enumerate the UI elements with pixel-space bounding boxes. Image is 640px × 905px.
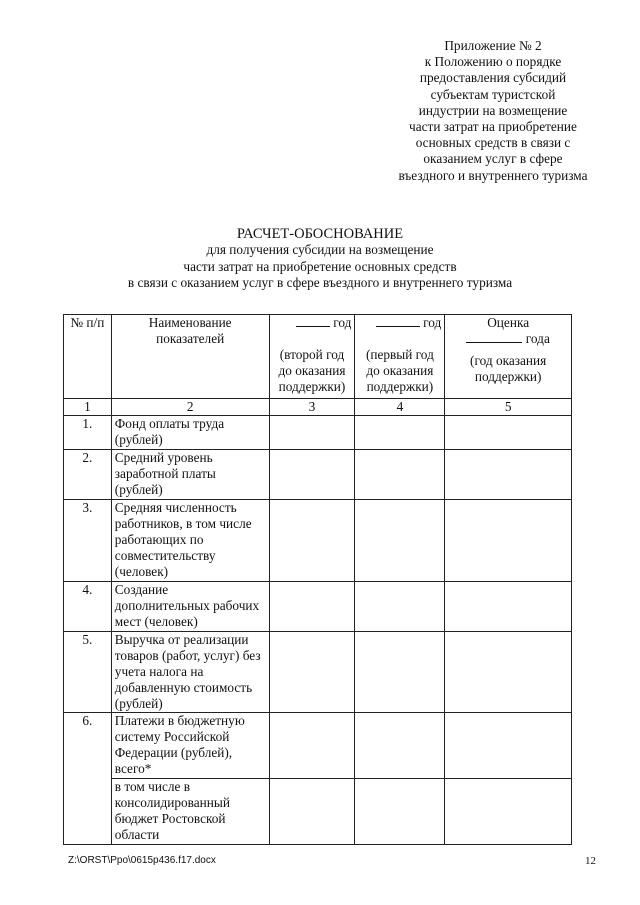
table-row <box>64 416 572 450</box>
row-name: Средний уровень заработной платы (рублей) <box>111 450 269 500</box>
value-cell <box>355 450 445 500</box>
annex-line: предоставления субсидий <box>419 70 567 86</box>
value-cell <box>269 631 355 712</box>
table-row <box>64 500 572 581</box>
annex-line: въездного и внутреннего туризма <box>398 167 588 183</box>
row-name: Средняя численность работников, в том числе работающих по совместительству (человек) <box>111 500 269 581</box>
document-subtitle-line: для получения субсидии на возмещение <box>206 242 434 258</box>
index-cell: 3 <box>269 399 355 416</box>
calculation-table <box>63 314 572 845</box>
table-index-row <box>64 399 572 416</box>
value-cell <box>269 500 355 581</box>
annex-line: к Положению о порядке <box>424 54 562 70</box>
row-name: Выручка от реализации товаров (работ, услуг) без учета налога на добавленную стоимость (рублей) <box>111 631 269 712</box>
row-name: в том числе в консолидированный бюджет Ростовской области <box>111 779 269 845</box>
row-number: 3. <box>64 500 112 581</box>
value-cell <box>269 416 355 450</box>
annex-line: индустрии на возмещение <box>418 102 568 118</box>
value-cell <box>355 779 445 845</box>
header-num: № п/п <box>64 315 112 399</box>
year-blank <box>296 315 330 327</box>
annex-line: основных средств в связи с <box>415 135 571 151</box>
annex-line: Приложение № 2 <box>444 38 542 53</box>
table-header-row <box>64 315 572 399</box>
row-name: Платежи в бюджетную систему Российской Федерации (рублей), всего* <box>111 713 269 779</box>
header-name: Наименование показателей <box>111 315 269 399</box>
document-heading: РАСЧЕТ-ОБОСНОВАНИЕ <box>236 226 404 242</box>
file-path-footer: Z:\ORST\Ppo\0615p436.f17.docx <box>68 855 216 866</box>
table-row <box>64 631 572 712</box>
document-subtitle-line: в связи с оказанием услуг в сфере въездного и внутреннего туризма <box>127 274 513 290</box>
header-col5-year: года <box>525 331 550 347</box>
year-blank <box>466 331 522 343</box>
table-row <box>64 450 572 500</box>
page-number: 12 <box>585 855 596 867</box>
document-subtitle-line: части затрат на приобретение основных средств <box>183 258 457 274</box>
value-cell <box>445 581 572 631</box>
header-col4-year: год <box>423 315 442 330</box>
header-col3-year: год <box>333 315 352 330</box>
header-col5-top: Оценка <box>487 315 530 330</box>
value-cell <box>445 450 572 500</box>
index-cell: 4 <box>355 399 445 416</box>
header-col4-note: (первый год до оказания поддержки) <box>365 347 434 395</box>
row-number: 5. <box>64 631 112 712</box>
table-row <box>64 713 572 779</box>
header-col5 <box>445 315 572 399</box>
row-name: Создание дополнительных рабочих мест (человек) <box>111 581 269 631</box>
header-col5-note: (год оказания поддержки) <box>470 353 547 385</box>
header-col3 <box>269 315 355 399</box>
year-blank <box>376 315 420 327</box>
annex-line: части затрат на приобретение <box>409 119 577 135</box>
annex-line: субъектам туристской <box>430 86 556 102</box>
value-cell <box>269 450 355 500</box>
index-cell: 2 <box>111 399 269 416</box>
value-cell <box>355 500 445 581</box>
value-cell <box>355 416 445 450</box>
value-cell <box>445 500 572 581</box>
value-cell <box>355 631 445 712</box>
value-cell <box>355 713 445 779</box>
row-name: Фонд оплаты труда (рублей) <box>111 416 269 450</box>
annex-line: оказанием услуг в сфере <box>423 151 563 167</box>
row-number: 4. <box>64 581 112 631</box>
value-cell <box>269 713 355 779</box>
value-cell <box>269 581 355 631</box>
annex-block <box>378 38 608 184</box>
index-cell: 5 <box>445 399 572 416</box>
value-cell <box>445 631 572 712</box>
table-row <box>64 779 572 845</box>
row-number: 6. <box>64 713 112 845</box>
row-number: 1. <box>64 416 112 450</box>
value-cell <box>445 416 572 450</box>
index-cell: 1 <box>64 399 112 416</box>
row-number: 2. <box>64 450 112 500</box>
value-cell <box>269 779 355 845</box>
value-cell <box>445 779 572 845</box>
header-col3-note: (второй год до оказания поддержки) <box>278 347 346 395</box>
value-cell <box>355 581 445 631</box>
document-title <box>60 226 580 291</box>
value-cell <box>445 713 572 779</box>
table-row <box>64 581 572 631</box>
header-col4 <box>355 315 445 399</box>
